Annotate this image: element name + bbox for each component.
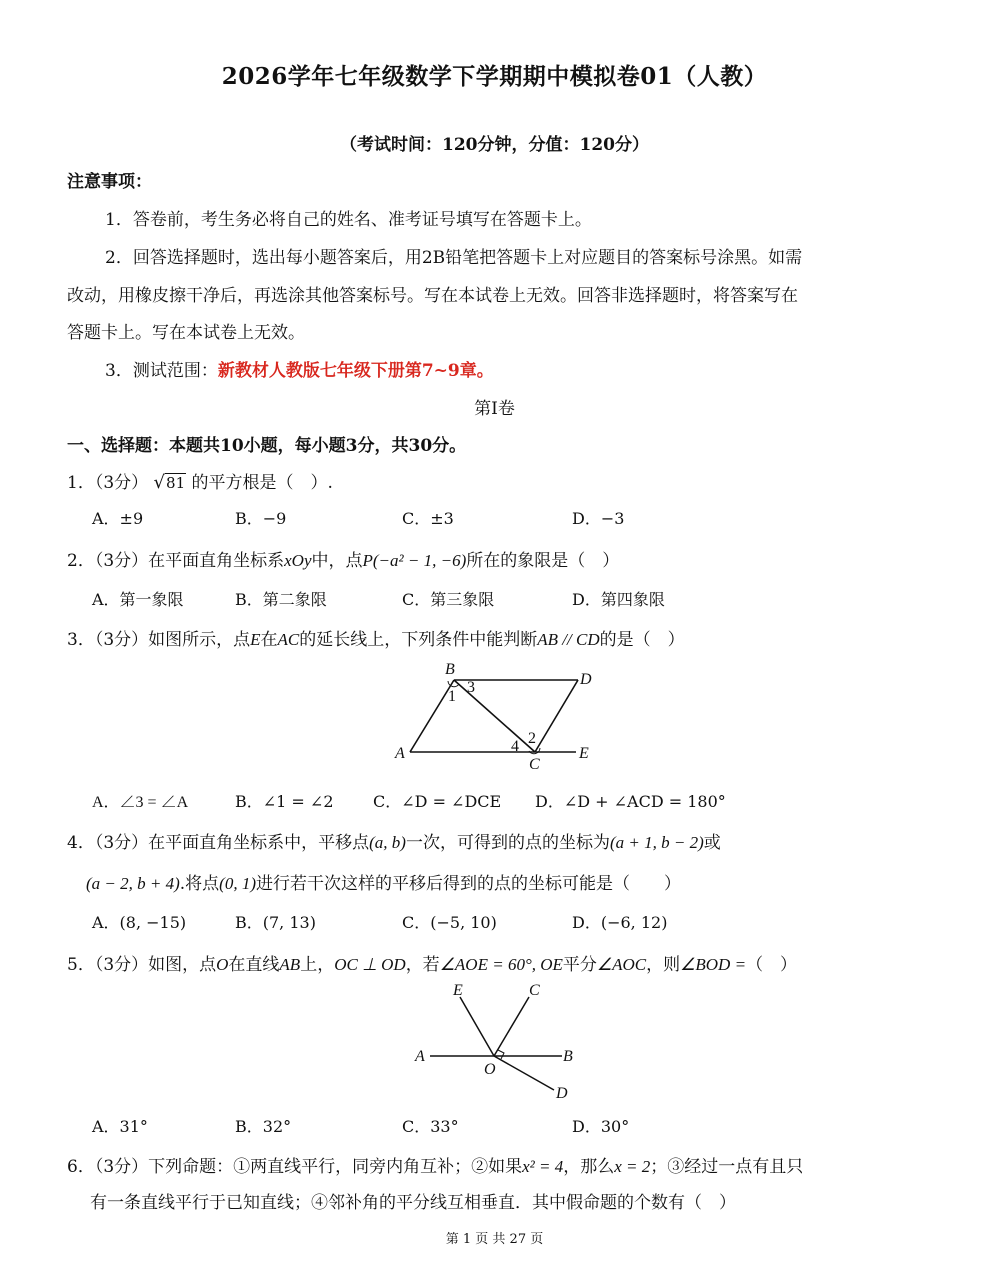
q5-line-ab: AB (279, 955, 301, 974)
q2-option-c: C．第三象限 (402, 590, 495, 609)
exam-info: （考试时间：120分钟，分值：120分） (340, 135, 649, 155)
section-heading: 一、选择题：本题共10小题，每小题3分，共30分。 (67, 436, 467, 456)
q6-line1-c: ；③经过一点有且只 (650, 1157, 804, 1177)
q5-option-b: B．32° (235, 1117, 292, 1136)
q2-stem-c: 所在的象限是（ ） (466, 551, 620, 571)
label-d: D (580, 671, 592, 688)
notice-item-3 (105, 356, 494, 381)
question-5-stem (67, 950, 797, 975)
q5-option-a: A．31° (92, 1117, 148, 1136)
page-title: 2026学年七年级数学下学期期中模拟卷01（人教） (221, 63, 768, 90)
question-4-line-2 (86, 869, 681, 894)
q4-point-01: (0, 1) (219, 874, 256, 893)
q3-option-b: B．∠1 = ∠2 (235, 792, 334, 811)
q3-parallel: AB // CD (537, 630, 600, 649)
q2-stem-a: 2．（3分）在平面直角坐标系 (67, 551, 285, 571)
q2-coord-system: xOy (284, 551, 312, 570)
q4-option-c: C．(−5, 10) (402, 913, 497, 932)
question-2-stem (67, 546, 619, 571)
notice-heading: 注意事项： (67, 172, 152, 192)
notice-item-2-line-2: 改动，用橡皮擦干净后，再选涂其他答案标号。写在本试卷上无效。回答非选择题时，将答案写在 (67, 286, 798, 306)
q5-point-o: O (216, 955, 229, 974)
notice-item-1: 1．答卷前，考生务必将自己的姓名、准考证号填写在答题卡上。 (105, 210, 592, 230)
q5-stem-e: 平分 (562, 955, 597, 975)
notice-item-3-prefix: 3．测试范围： (105, 361, 218, 381)
q5-figure (405, 980, 595, 1105)
q4-line2-b: 进行若干次这样的平移后得到的点的坐标可能是（ ） (256, 874, 681, 894)
q3-option-c: C．∠D = ∠DCE (373, 792, 502, 811)
q2-option-b: B．第二象限 (235, 590, 327, 609)
page-footer: 第 1 页 共 27 页 (445, 1232, 544, 1247)
q5-option-d: D．30° (572, 1117, 630, 1136)
question-6-line-1 (67, 1152, 803, 1177)
q1-stem-a: 1．（3分） (67, 473, 149, 493)
radicand: 81 (166, 474, 186, 492)
q3-figure (390, 660, 610, 775)
line-cd (535, 680, 578, 752)
q1-option-c: C．±3 (402, 509, 454, 528)
ray-oe (460, 997, 494, 1056)
notice-item-2-line-3: 答题卡上。写在本试卷上无效。 (67, 323, 305, 343)
q4-line1-a: 4．（3分）在平面直角坐标系中，平移点 (67, 833, 370, 853)
q5-stem-b: 在直线 (228, 955, 280, 975)
q3-stem-a: 3．（3分）如图所示，点 (67, 630, 251, 650)
q6-line1-b: ，那么 (563, 1157, 615, 1177)
q5-stem-d: ，若 (405, 955, 440, 975)
q4-option-a: A．(8, −15) (92, 913, 187, 932)
q4-point-2: (a − 2, b + 4) (86, 874, 180, 893)
q2-option-d: D．第四象限 (572, 590, 665, 609)
label-c: C (529, 756, 540, 773)
question-4-line-1 (67, 828, 721, 853)
q2-stem-b: 中，点 (311, 551, 363, 571)
radical-sign-icon: √ (153, 472, 166, 493)
q3-option-d: D．∠D + ∠ACD = 180° (535, 792, 726, 811)
label-c: C (529, 982, 540, 999)
ray-od (494, 1056, 554, 1090)
question-3-stem (67, 625, 685, 650)
q1-stem-b: 的平方根是（ ）. (191, 473, 333, 493)
q5-stem-g: （ ） (746, 955, 798, 975)
q3-line-ac: AC (277, 630, 300, 649)
label-e: E (453, 982, 463, 999)
label-b: B (445, 661, 455, 678)
label-d: D (556, 1085, 568, 1102)
q4-option-d: D．(−6, 12) (572, 913, 668, 932)
q3-stem-d: 的是（ ） (599, 630, 685, 650)
q6-line1-a: 6．（3分）下列命题：①两直线平行，同旁内角互补；②如果 (67, 1157, 523, 1177)
q6-x-value: x = 2 (614, 1157, 651, 1176)
label-a: A (415, 1048, 425, 1065)
angle-1-label: 1 (448, 688, 456, 705)
q2-option-a: A．第一象限 (92, 590, 184, 609)
q5-stem-a: 5．（3分）如图，点 (67, 955, 217, 975)
sqrt-expression (154, 472, 187, 493)
volume-heading: 第Ⅰ卷 (474, 399, 515, 419)
q1-option-a: A．±9 (92, 509, 144, 528)
right-angle-mark (498, 1050, 504, 1059)
label-o: O (484, 1061, 496, 1078)
q4-line2-a: .将点 (179, 874, 220, 894)
q3-point-e: E (250, 630, 261, 649)
q5-angle-aoc: ∠AOC (596, 955, 647, 974)
angle-3-label: 3 (467, 679, 475, 696)
q5-stem-c: 上， (300, 955, 335, 975)
q6-x-squared: x² = 4 (522, 1157, 564, 1176)
q5-angle-bod: ∠BOD = (680, 955, 747, 974)
q3-option-a: A．∠3 = ∠A (92, 794, 189, 811)
q4-line1-c: 或 (703, 833, 721, 853)
label-b: B (563, 1048, 573, 1065)
question-6-line-2: 有一条直线平行于已知直线；④邻补角的平分线互相垂直．其中假命题的个数有（ ） (90, 1193, 736, 1213)
q4-option-b: B．(7, 13) (235, 913, 316, 932)
q5-stem-f: ，则 (646, 955, 681, 975)
angle-4-label: 4 (511, 738, 519, 755)
label-e: E (579, 745, 589, 762)
q5-option-c: C．33° (402, 1117, 459, 1136)
q5-cond: ∠AOE = 60°, OE (439, 955, 563, 974)
q3-stem-b: 在 (260, 630, 278, 650)
ray-oc (494, 997, 529, 1056)
notice-item-2-line-1: 2．回答选择题时，选出每小题答案后，用2B铅笔把答题卡上对应题目的答案标号涂黑。如需 (105, 248, 803, 268)
q4-point-1: (a + 1, b − 2) (609, 833, 704, 852)
q4-point-ab: (a, b) (369, 833, 406, 852)
q5-perp: OC ⊥ OD (334, 955, 406, 974)
label-a: A (395, 745, 405, 762)
q4-line1-b: 一次，可得到的点的坐标为 (405, 833, 610, 853)
q1-option-b: B．−9 (235, 509, 287, 528)
angle-2-label: 2 (528, 730, 536, 747)
test-range: 新教材人教版七年级下册第7~9章。 (217, 361, 494, 381)
q3-stem-c: 的延长线上，下列条件中能判断 (299, 630, 538, 650)
q1-option-d: D．−3 (572, 509, 625, 528)
question-1-stem (67, 468, 333, 493)
q2-point: P(−a² − 1, −6) (362, 551, 467, 570)
